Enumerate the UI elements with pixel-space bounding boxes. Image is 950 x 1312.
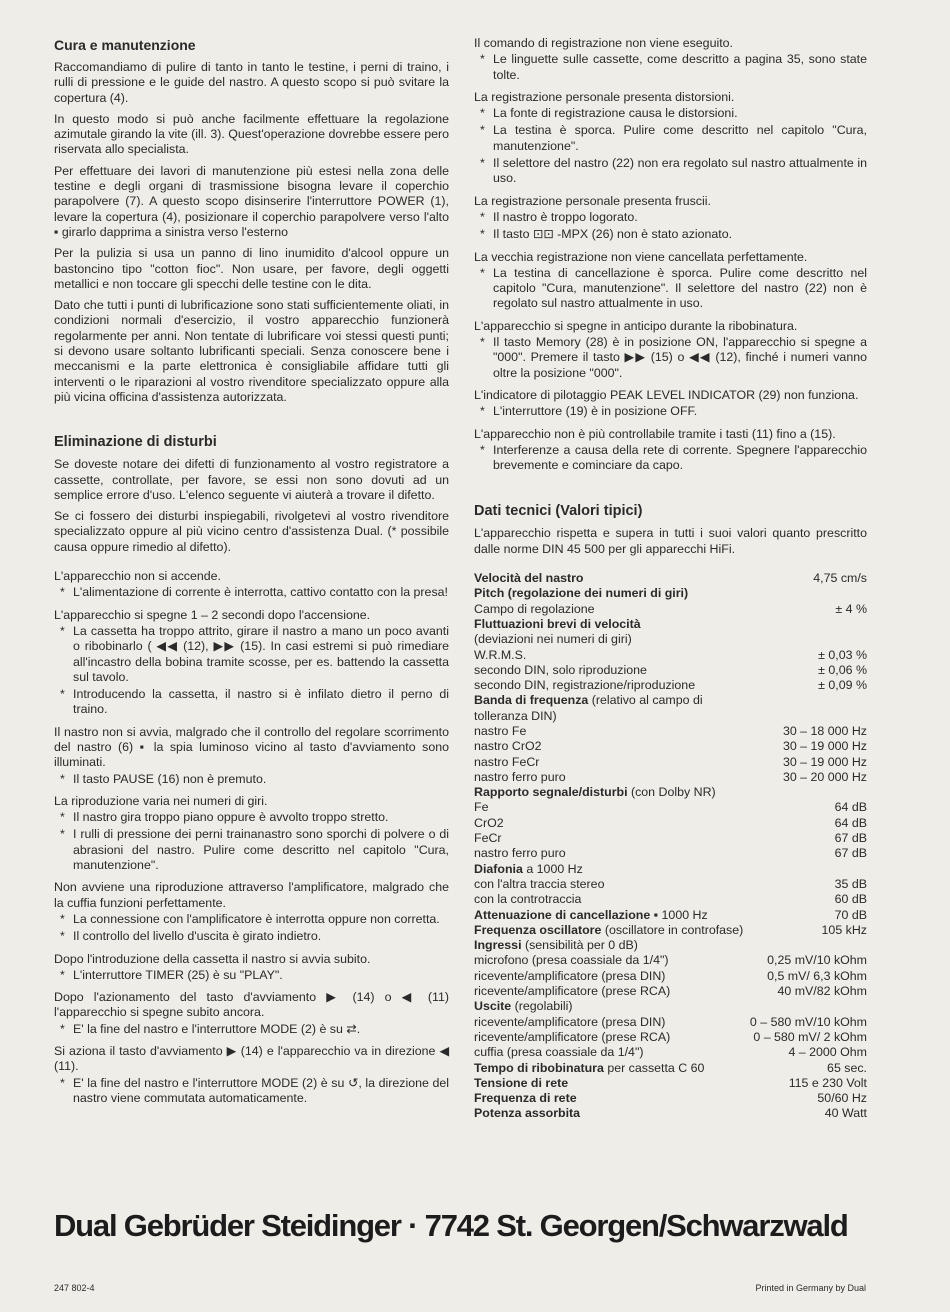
spec-value: 105 kHz [821,922,867,937]
spec-value: 30 – 20 000 Hz [782,769,867,784]
spec-label-suffix: (relativo al campo di tolleranza DIN) [474,693,703,723]
spec-label-cell [474,862,750,877]
remedy-text: La connessione con l'amplificatore è interrotta oppure non corretta. [73,911,440,926]
left-column [54,36,449,1113]
problem-text: Non avviene una riproduzione attraverso l'amplificatore, malgrado che la cuffia funzioni perfettamente. [54,880,449,910]
spec-label-cell [474,984,750,999]
maintenance-paragraph: Per la pulizia si usa un panno di lino inumidito d'alcool oppure un bastoncino tipo "cotton fioc". Non usare, per favore, degli oggetti metallici e non toccare gli specchi delle testine con le dita. [54,246,449,291]
spec-value [750,693,867,724]
problem-block [54,794,449,873]
spec-label-cell [474,831,750,846]
spec-value: ± 0,03 % [818,647,867,662]
spec-row [474,816,867,831]
spec-row [474,800,867,815]
spec-label: Attenuazione di cancellazione [474,907,651,922]
spec-label-suffix: a 1000 Hz [522,861,583,876]
spec-row [474,663,867,678]
remedy-item [474,266,867,312]
spec-label: secondo DIN, solo riproduzione [474,662,647,677]
heading-maintenance: Cura e manutenzione [54,37,196,53]
spec-label: (deviazioni nei numeri di giri) [474,632,632,647]
problem-text: La vecchia registrazione non viene cancellata perfettamente. [474,249,808,264]
spec-row [474,969,867,984]
spec-label-cell [474,969,750,984]
spec-value [750,785,867,800]
spec-row [474,785,867,800]
spec-row [474,908,867,923]
remedy-item [474,156,867,187]
remedy-text: Il nastro gira troppo piano oppure è avvolto troppo stretto. [73,810,389,825]
problem-text: La registrazione personale presenta distorsioni. [474,89,735,104]
spec-row [474,648,867,663]
spec-label-cell [474,816,750,831]
spec-label: ricevente/amplificatore (prese RCA) [474,1029,671,1044]
spec-row [474,1106,867,1121]
spec-label-cell [474,1061,750,1076]
spec-label: Tempo di ribobinatura [474,1060,604,1075]
remedy-text: La testina di cancellazione è sporca. Pulire come descritto nel capitolo "Cura, manutenzione". Il selettore del nastro (22) non è regolato sul nastro attualmente in uso. [493,265,867,311]
spec-value: 35 dB [834,876,867,891]
problem-block [474,194,867,243]
spec-row [474,755,867,770]
spec-label: nastro ferro puro [474,769,566,784]
remedy-item [474,210,867,225]
spec-value [750,938,867,953]
remedy-item [474,227,867,242]
spec-label-suffix: per cassetta C 60 [603,1060,705,1075]
problem-text: Dopo l'azionamento del tasto d'avviamento ▶ (14) o ◀ (11) l'apparecchio si spegne subito ancora. [54,990,449,1020]
spec-label: ricevente/amplificatore (presa DIN) [474,968,666,983]
spec-value: 0,25 mV/10 kOhm [767,953,867,968]
bullet-star: * [480,335,485,350]
spec-row [474,831,867,846]
spec-label: nastro CrO2 [474,739,542,754]
remedy-text: La fonte di registrazione causa le distorsioni. [493,106,738,121]
spec-label-suffix: ▪ 1000 Hz [650,907,708,922]
spec-value: 0,5 mV/ 6,3 kOhm [767,968,867,983]
spec-label-cell [474,770,750,785]
spec-label: con l'altra traccia stereo [474,876,605,891]
spec-value: ± 0,06 % [818,662,867,677]
problem-block [54,880,449,944]
remedy-item [54,1076,449,1107]
spec-label-cell [474,1076,750,1091]
maintenance-text [54,60,449,405]
spec-value: 4,75 cm/s [813,571,867,586]
bullet-star: * [480,442,485,457]
spec-row [474,953,867,968]
remedy-item [54,772,449,787]
problem-block [474,90,867,187]
spec-value: 67 dB [834,831,867,846]
heading-troubleshooting: Eliminazione di disturbi [54,434,217,451]
spec-value [750,586,867,601]
bullet-star: * [60,585,65,600]
remedy-item [474,335,867,381]
spec-value: 64 dB [834,815,867,830]
spec-row [474,892,867,907]
spec-label: nastro ferro puro [474,846,566,861]
spec-label: Potenza assorbita [474,1106,581,1121]
remedy-item [474,106,867,121]
spec-label: Tensione di rete [474,1075,569,1090]
spec-value: 50/60 Hz [817,1091,867,1106]
remedy-item [474,52,867,83]
intro-paragraph: Se ci fossero dei disturbi inspiegabili, rivolgetevi al vostro rivenditore specializzato oppure al più vicino centro d'assistenza Dual. (* possibile causa oppure rimedio al difetto). [54,509,449,554]
remedy-item [474,123,867,154]
company-footer: Dual Gebrüder Steidinger · 7742 St. Georgen/Schwarzwald [54,1208,848,1243]
spec-label-suffix: (con Dolby NR) [627,785,716,800]
bullet-star: * [60,967,65,982]
document-code: 247 802-4 [54,1283,95,1293]
spec-value: ± 4 % [835,601,867,616]
remedy-text: L'interruttore TIMER (25) è su "PLAY". [73,967,283,982]
spec-label-cell [474,693,750,724]
spec-label-cell [474,908,750,923]
remedy-text: La cassetta ha troppo attrito, girare il nastro a mano un poco avanti o ribobinarlo ( ◀◀ (12), ▶▶ (15). In casi estremi si può rimediare all'incastro della bobina tramite scosse, per es. battendo la cassetta sul tavolo. [73,623,449,684]
spec-label: secondo DIN, registrazione/riproduzione [474,678,696,693]
remedy-text: Il tasto PAUSE (16) non è premuto. [73,771,267,786]
spec-row [474,846,867,861]
spec-row [474,770,867,785]
spec-value: 40 mV/82 kOhm [777,984,867,999]
spec-label-cell [474,648,750,663]
remedy-text: Il tasto ⊡⊡ -MPX (26) non è stato azionato. [493,227,733,242]
spec-label-cell [474,632,750,647]
spec-value: 0 – 580 mV/ 2 kOhm [753,1029,867,1044]
maintenance-paragraph: Raccomandiamo di pulire di tanto in tanto le testine, i perni di traino, i rulli di pressione e le guide del nastro. A questo scopo si può svitare la copertura (4). [54,60,449,105]
spec-label-cell [474,739,750,754]
spec-value: 4 – 2000 Ohm [788,1045,867,1060]
spec-row [474,586,867,601]
spec-label: Banda di frequenza [474,693,589,708]
spec-label: cuffia (presa coassiale da 1/4") [474,1045,644,1060]
spec-row [474,938,867,953]
spec-label: Pitch (regolazione dei numeri di giri) [474,586,689,601]
spec-row [474,1061,867,1076]
spec-value: 67 dB [834,846,867,861]
spec-label-cell [474,800,750,815]
spec-label-cell [474,1045,750,1060]
problem-text: L'indicatore di pilotaggio PEAK LEVEL INDICATOR (29) non funziona. [474,387,859,402]
remedy-text: Il selettore del nastro (22) non era regolato sul nastro attualmente in uso. [493,156,867,186]
problem-block [474,319,867,381]
spec-label-cell [474,846,750,861]
spec-row [474,999,867,1014]
bullet-star: * [480,123,485,138]
spec-label: microfono (presa coassiale da 1/4") [474,953,669,968]
spec-value: 30 – 19 000 Hz [782,739,867,754]
remedy-text: Introducendo la cassetta, il nastro si è infilato dietro il perno di traino. [73,687,449,717]
spec-row [474,1045,867,1060]
spec-label-cell [474,1015,750,1030]
spec-label: Fe [474,800,489,815]
spec-label-cell [474,678,750,693]
spec-value: 60 dB [834,892,867,907]
spec-label-cell [474,938,750,953]
problem-block [474,427,867,474]
problem-text: L'apparecchio si spegne in anticipo durante la ribobinatura. [474,318,798,333]
spec-label: Diafonia [474,861,523,876]
maintenance-paragraph: In questo modo si può anche facilmente effettuare la regolazione azimutale girando la vite (ill. 3). Quest'operazione dovrebbe essere pero riservata allo specialista. [54,111,449,157]
problem-list-right [474,36,867,473]
remedy-text: Il controllo del livello d'uscita è girato indietro. [73,929,322,944]
problem-text: La riproduzione varia nei numeri di giri. [54,793,268,808]
bullet-star: * [60,911,65,926]
spec-value [750,862,867,877]
remedy-item [54,912,449,927]
remedy-text: Le linguette sulle cassette, come descritto a pagina 35, sono state tolte. [493,52,867,82]
problem-text: Il comando di registrazione non viene eseguito. [474,36,733,50]
remedy-item [474,404,867,419]
remedy-item [474,443,867,474]
heading-specs: Dati tecnici (Valori tipici) [474,503,643,520]
bullet-star: * [60,771,65,786]
maintenance-paragraph: Dato che tutti i punti di lubrificazione sono stati sufficientemente oliati, in condizioni normali d'esercizio, il vostro apparecchio funzionerà regolarmente per anni. Non tentate di lubrificare voi stessi questi punti; si devono usare soltanto lubrificanti speciali. Senza conoscere bene i meccanismi e la parte elettronica è consigliabile affidare tutti gli interventi o le riparazioni al vostro rivenditore specializzato oppure alla più vicina officina d'assistenza autorizzata. [54,298,449,404]
specs-table [474,571,867,1122]
spec-label: nastro Fe [474,723,527,738]
remedy-item [54,929,449,944]
spec-value: 0 – 580 mV/10 kOhm [749,1014,867,1029]
spec-row [474,1015,867,1030]
spec-row [474,602,867,617]
spec-label-cell [474,923,750,938]
spec-value: 64 dB [834,800,867,815]
spec-label-cell [474,663,750,678]
problem-block [54,1044,449,1106]
maintenance-paragraph: Per effettuare dei lavori di manutenzione più estesi nella zona delle testine e degli organi di trasmissione bisogna levare il coperchio parapolvere (7). A questo scopo disinserire l'interruttore POWER (1), levare la copertura (4), posizionare il coperchio parapolvere verso l'alto ▪ girarlo dapprima a sinistra verso l'esterno [54,163,449,239]
spec-value: 30 – 18 000 Hz [782,723,867,738]
spec-row [474,632,867,647]
spec-row [474,1091,867,1106]
remedy-item [54,624,449,685]
bullet-star: * [480,404,485,419]
spec-label-cell [474,755,750,770]
problem-list-left [54,569,449,1106]
bullet-star: * [60,929,65,944]
spec-label: ricevente/amplificatore (presa DIN) [474,1014,666,1029]
spec-row [474,1076,867,1091]
spec-label: Velocità del nastro [474,571,584,586]
bullet-star: * [480,52,485,67]
spec-row [474,724,867,739]
spec-label-cell [474,724,750,739]
spec-row [474,617,867,632]
bullet-star: * [60,687,65,702]
spec-label-cell [474,999,750,1014]
spec-label: Campo di regolazione [474,601,595,616]
spec-label: Uscite [474,999,512,1014]
problem-text: La registrazione personale presenta fruscii. [474,193,711,208]
spec-value: 115 e 230 Volt [788,1075,867,1090]
remedy-item [54,810,449,825]
spec-value: 30 – 19 000 Hz [782,754,867,769]
remedy-item [54,968,449,983]
spec-label-cell [474,1030,750,1045]
spec-label: Ingressi [474,938,522,953]
remedy-text: L'alimentazione di corrente è interrotta, cattivo contatto con la presa! [73,585,448,600]
specs-intro: L'apparecchio rispetta e supera in tutti i suoi valori quanto prescritto dalle norme DIN 45 500 per gli apparecchi HiFi. [474,526,867,556]
spec-label-cell [474,586,750,601]
bullet-star: * [480,106,485,121]
problem-block [474,388,867,420]
problem-text: L'apparecchio si spegne 1 – 2 secondi dopo l'accensione. [54,607,371,622]
bullet-star: * [480,265,485,280]
spec-value [750,999,867,1014]
spec-label: Fluttuazioni brevi di velocità [474,616,641,631]
remedy-text: L'interruttore (19) è in posizione OFF. [493,404,698,419]
remedy-text: La testina è sporca. Pulire come descritto nel capitolo "Cura, manutenzione". [493,123,867,153]
remedy-text: E' la fine del nastro e l'interruttore MODE (2) è su ↺, la direzione del nastro viene commutata automaticamente. [73,1075,449,1105]
right-column [474,36,867,1122]
problem-block [54,608,449,718]
remedy-item [54,827,449,873]
spec-label-cell [474,617,750,632]
remedy-item [54,687,449,718]
bullet-star: * [480,227,485,242]
remedy-text: Il nastro è troppo logorato. [493,209,638,224]
spec-label-cell [474,877,750,892]
spec-label-cell [474,602,750,617]
spec-label-cell [474,785,750,800]
problem-block [54,952,449,984]
spec-label-cell [474,1106,750,1121]
spec-row [474,984,867,999]
spec-label: FeCr [474,831,502,846]
spec-row [474,862,867,877]
spec-row [474,678,867,693]
spec-value: 65 sec. [827,1060,867,1075]
spec-label: Rapporto segnale/disturbi [474,785,628,800]
spec-row [474,571,867,586]
spec-label: Frequenza di rete [474,1091,577,1106]
problem-block [474,36,867,83]
spec-label-suffix: (regolabili) [511,999,573,1014]
spec-label: CrO2 [474,815,504,830]
remedy-text: E' la fine del nastro e l'interruttore MODE (2) è su ⇄. [73,1021,361,1036]
problem-text: Si aziona il tasto d'avviamento ▶ (14) e l'apparecchio va in direzione ◀ (11). [54,1044,449,1074]
spec-value [750,632,867,647]
problem-text: L'apparecchio non è più controllabile tramite i tasti (11) fino a (15). [474,426,836,441]
problem-text: Dopo l'introduzione della cassetta il nastro si avvia subito. [54,951,371,966]
spec-value: 40 Watt [824,1106,867,1121]
problem-block [54,725,449,787]
spec-label: ricevente/amplificatore (prese RCA) [474,984,671,999]
printed-note: Printed in Germany by Dual [755,1283,866,1293]
spec-value: ± 0,09 % [818,678,867,693]
intro-paragraph: Se doveste notare dei difetti di funzionamento al vostro registratore a cassette, controllate, per favore, se essi non sono dovuti ad un semplice errore d'uso. L'elenco seguente vi aiuterà a trovare il difetto. [54,457,449,502]
bullet-star: * [60,827,65,842]
spec-row [474,693,867,724]
bullet-star: * [480,209,485,224]
spec-row [474,1030,867,1045]
spec-label: nastro FeCr [474,754,540,769]
bullet-star: * [60,623,65,638]
spec-label-suffix: (sensibilità per 0 dB) [521,938,638,953]
remedy-text: Il tasto Memory (28) è in posizione ON, l'apparecchio si spegne a "000". Premere il tasto ▶▶ (15) o ◀◀ (12), finché i numeri vanno oltre la posizione "000". [493,335,867,380]
spec-label-cell [474,1091,750,1106]
spec-label-cell [474,571,750,586]
spec-row [474,877,867,892]
remedy-item [54,1022,449,1037]
spec-value: 70 dB [834,907,867,922]
remedy-item [54,585,449,600]
spec-label: Frequenza oscillatore [474,922,602,937]
spec-label-cell [474,953,750,968]
problem-text: L'apparecchio non si accende. [54,569,222,584]
problem-block [474,250,867,312]
remedy-text: I rulli di pressione dei perni trainanastro sono sporchi di polvere o di abrasioni del nastro. Pulire come descritto nel capitolo "Cura, manutenzione". [73,827,449,873]
spec-label: con la controtraccia [474,892,582,907]
remedy-text: Interferenze a causa della rete di corrente. Spegnere l'apparecchio brevemente e cominciare da capo. [493,442,867,473]
bullet-star: * [60,810,65,825]
bullet-star: * [480,156,485,171]
spec-row [474,739,867,754]
spec-label: W.R.M.S. [474,647,527,662]
bullet-star: * [60,1075,65,1090]
spec-value [750,617,867,632]
problem-text: Il nastro non si avvia, malgrado che il controllo del regolare scorrimento del nastro (6) ▪ la spia luminoso vicino al tasto d'avviamento sono illuminati. [54,724,449,770]
troubleshooting-intro [54,457,449,555]
problem-block [54,990,449,1037]
bullet-star: * [60,1021,65,1036]
problem-block [54,569,449,601]
spec-label-suffix: (oscillatore in controfase) [601,922,744,937]
spec-label-cell [474,892,750,907]
spec-row [474,923,867,938]
